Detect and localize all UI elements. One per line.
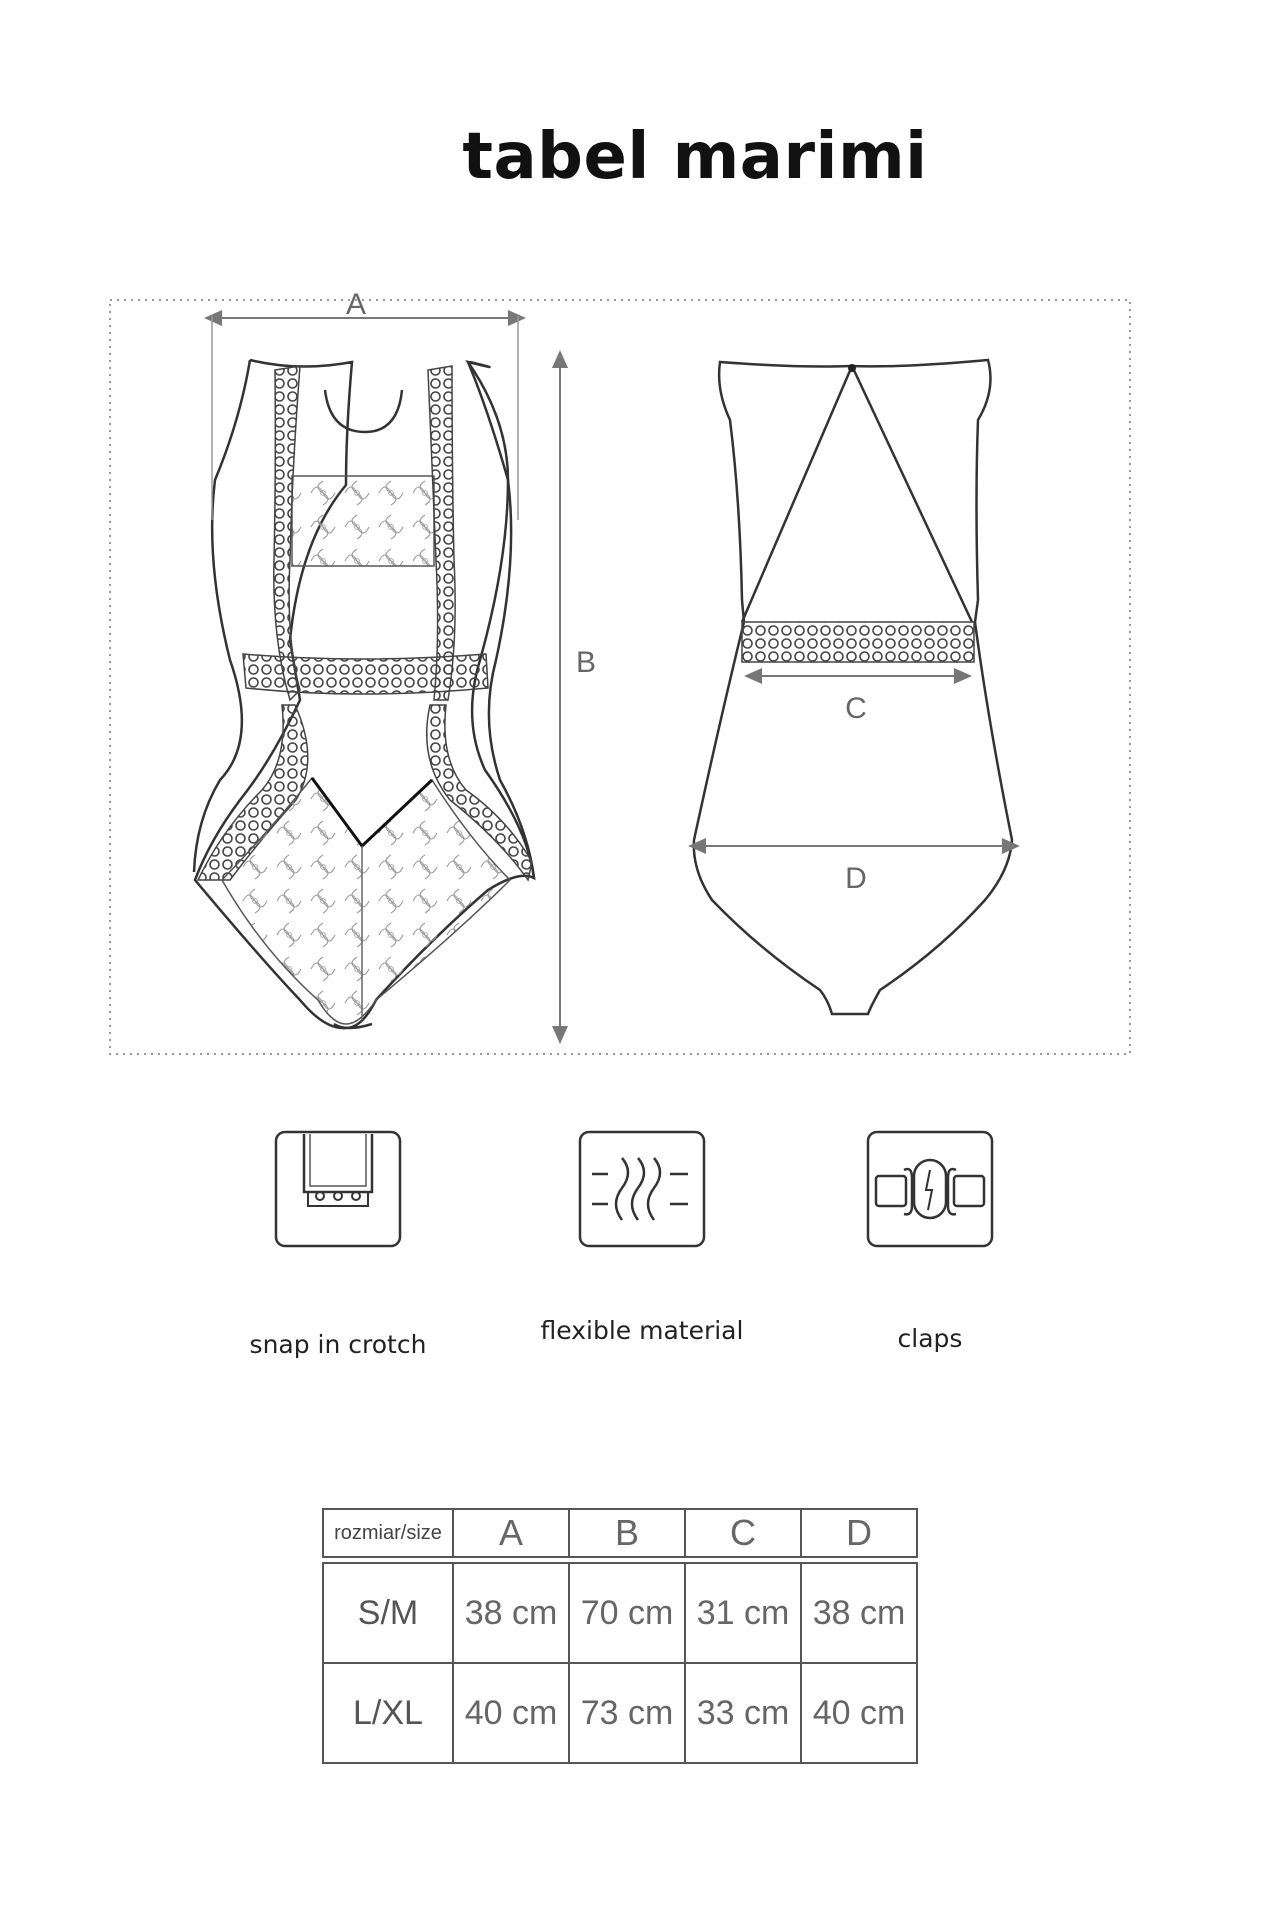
clasp-icon — [866, 1130, 994, 1248]
size-name: S/M — [323, 1563, 453, 1663]
feature-label-flexible: flexible material — [540, 1316, 744, 1345]
size-name: L/XL — [323, 1663, 453, 1763]
front-view — [194, 316, 560, 1036]
cell-value: 31 cm — [685, 1563, 801, 1663]
column-header-b: B — [569, 1509, 685, 1557]
dimension-label-b: B — [576, 646, 597, 679]
feature-label-snap: snap in crotch — [249, 1330, 427, 1359]
column-header-a: A — [453, 1509, 569, 1557]
page-title: tabel marimi — [462, 120, 928, 194]
cell-value: 38 cm — [453, 1563, 569, 1663]
table-row — [323, 1563, 917, 1663]
flexible-material-icon — [578, 1130, 706, 1248]
dimension-label-d: D — [845, 862, 867, 895]
back-view — [694, 360, 1012, 1014]
cell-value: 33 cm — [685, 1663, 801, 1763]
snap-crotch-icon — [274, 1130, 402, 1248]
table-row — [323, 1663, 917, 1763]
cell-value: 73 cm — [569, 1663, 685, 1763]
column-header-c: C — [685, 1509, 801, 1557]
size-table-header — [323, 1509, 917, 1557]
feature-label-claps: claps — [897, 1324, 963, 1353]
dimension-label-c: C — [845, 692, 867, 725]
column-header-d: D — [801, 1509, 917, 1557]
dimension-label-a: A — [345, 288, 367, 321]
cell-value: 40 cm — [801, 1663, 917, 1763]
cell-value: 40 cm — [453, 1663, 569, 1763]
cell-value: 38 cm — [801, 1563, 917, 1663]
cell-value: 70 cm — [569, 1563, 685, 1663]
size-table — [322, 1508, 918, 1764]
size-column-header: rozmiar/size — [323, 1509, 453, 1557]
